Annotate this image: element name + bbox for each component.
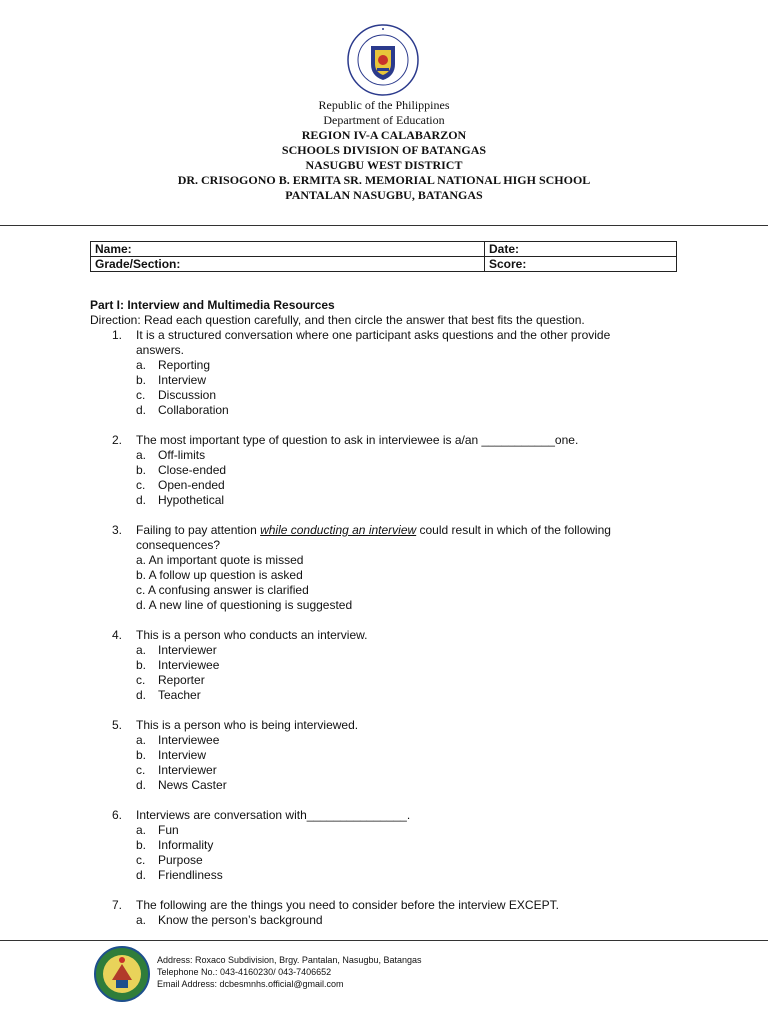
direction-text: Direction: Read each question carefully, and then circle the answer that best fits the question. (90, 313, 585, 327)
question-5 (90, 718, 650, 733)
option-c[interactable]: c. Reporter (136, 673, 205, 687)
deped-seal (347, 24, 419, 96)
option-d[interactable]: d. Collaboration (136, 403, 229, 417)
question-text: Interviews are conversation with_______________. (136, 808, 411, 822)
options-2 (90, 448, 650, 508)
options-4 (90, 643, 650, 703)
question-1 (90, 328, 650, 358)
header-location: PANTALAN NASUGBU, BATANGAS (285, 188, 483, 202)
header-republic: Republic of the Philippines (318, 98, 450, 112)
option-c[interactable]: c. Discussion (136, 388, 217, 402)
name-field[interactable]: Name: (91, 242, 485, 257)
option-c[interactable]: c. Purpose (136, 853, 203, 867)
question-number: 7. (112, 898, 123, 912)
option-b[interactable]: b. Interviewee (136, 658, 220, 672)
option-a[interactable]: a. Interviewee (136, 733, 220, 747)
question-text: The most important type of question to ask in interviewee is a/an ___________one. (136, 433, 579, 447)
question-text: This is a person who is being interviewed. (136, 718, 359, 732)
score-field[interactable]: Score: (485, 257, 677, 272)
header-division: SCHOOLS DIVISION OF BATANGAS (281, 143, 487, 157)
option-c[interactable]: c. A confusing answer is clarified (136, 583, 309, 597)
option-a[interactable]: a. Interviewer (136, 643, 217, 657)
question-3 (90, 523, 650, 553)
part-title: Part I: Interview and Multimedia Resources (90, 298, 335, 312)
student-info-table (90, 241, 677, 272)
header-district: NASUGBU WEST DISTRICT (305, 158, 463, 172)
school-header (0, 98, 768, 203)
option-c[interactable]: c. Open-ended (136, 478, 225, 492)
header-divider (0, 225, 768, 226)
option-d[interactable]: d. Hypothetical (136, 493, 225, 507)
question-text: This is a person who conducts an interview. (136, 628, 368, 642)
question-2 (90, 433, 650, 448)
option-b[interactable]: b. Interview (136, 373, 207, 387)
footer-divider (0, 940, 768, 941)
question-7 (90, 898, 650, 913)
header-school: DR. CRISOGONO B. ERMITA SR. MEMORIAL NATIONAL HIGH SCHOOL (177, 173, 591, 187)
school-logo (94, 946, 150, 1002)
option-c[interactable]: c. Interviewer (136, 763, 217, 777)
question-number: 3. (112, 523, 123, 537)
option-b[interactable]: b. Informality (136, 838, 214, 852)
option-a[interactable]: a. Reporting (136, 358, 211, 372)
option-b[interactable]: b. Interview (136, 748, 207, 762)
footer-contact (157, 954, 422, 990)
question-number: 6. (112, 808, 123, 822)
question-number: 4. (112, 628, 123, 642)
options-7 (90, 913, 650, 928)
option-a[interactable]: a. Fun (136, 823, 179, 837)
question-6 (90, 808, 650, 823)
option-d[interactable]: d. Friendliness (136, 868, 223, 882)
option-d[interactable]: d. News Caster (136, 778, 227, 792)
grade-section-field[interactable]: Grade/Section: (91, 257, 485, 272)
option-a[interactable]: a. Off-limits (136, 448, 206, 462)
options-5 (90, 733, 650, 793)
footer-address: Address: Roxaco Subdivision, Brgy. Pantalan, Nasugbu, Batangas (157, 955, 422, 965)
header-region: REGION IV-A CALABARZON (301, 128, 467, 142)
option-b[interactable]: b. Close-ended (136, 463, 227, 477)
question-number: 2. (112, 433, 123, 447)
question-text: The following are the things you need to consider before the interview EXCEPT. (136, 898, 559, 912)
question-text: It is a structured conversation where one participant asks questions and the other provide answers. (136, 328, 611, 357)
quiz-content (90, 298, 650, 928)
option-a[interactable]: a. An important quote is missed (136, 553, 304, 567)
option-b[interactable]: b. A follow up question is asked (136, 568, 303, 582)
question-number: 5. (112, 718, 123, 732)
option-d[interactable]: d. Teacher (136, 688, 201, 702)
header-department: Department of Education (323, 113, 445, 127)
date-field[interactable]: Date: (485, 242, 677, 257)
option-a[interactable]: a. Know the person’s background (136, 913, 323, 927)
question-number: 1. (112, 328, 123, 342)
options-1 (90, 358, 650, 418)
question-4 (90, 628, 650, 643)
options-6 (90, 823, 650, 883)
option-d[interactable]: d. A new line of questioning is suggested (136, 598, 353, 612)
footer-telephone: Telephone No.: 043-4160230/ 043-7406652 (157, 967, 332, 977)
underlined-phrase: while conducting an interview (260, 523, 417, 537)
footer-email[interactable]: Email Address: dcbesmnhs.official@gmail.com (157, 979, 344, 989)
question-text: Failing to pay attention while conducting an interview could result in which of the following consequences? (136, 523, 611, 552)
